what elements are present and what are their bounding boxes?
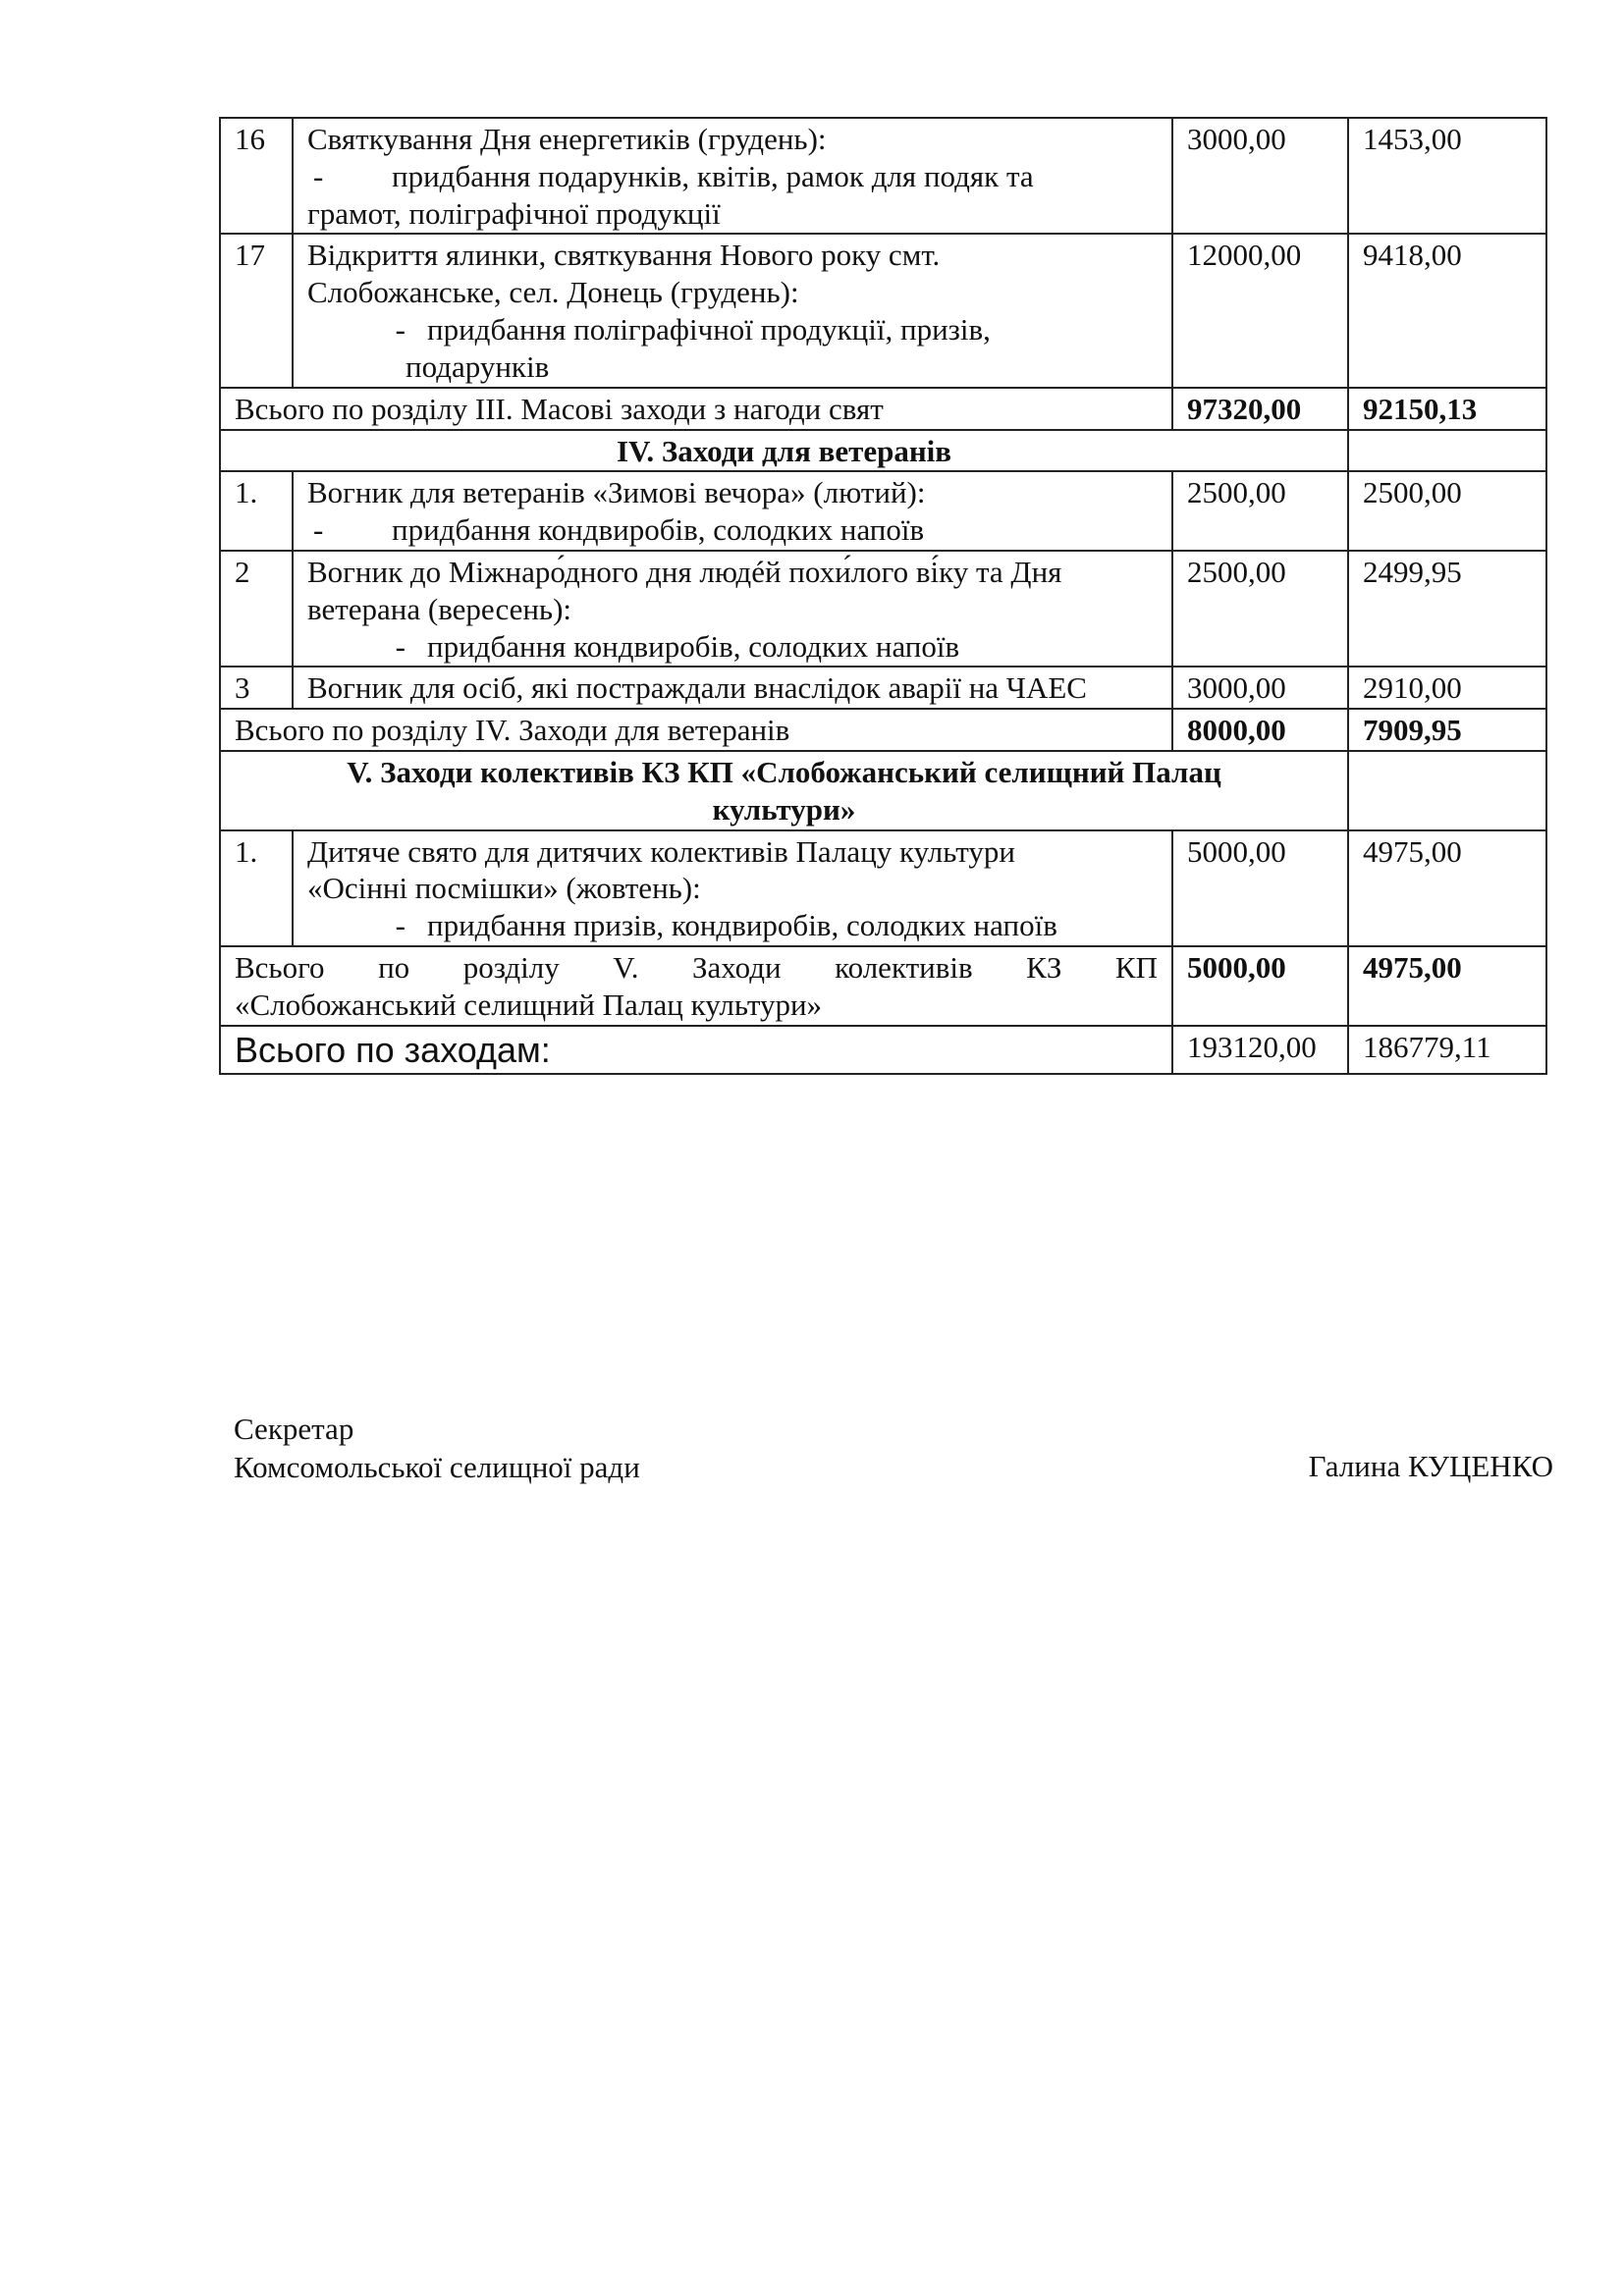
row-title: Святкування Дня енергетиків (грудень):: [307, 122, 827, 156]
actual-amount: 2910,00: [1348, 667, 1546, 709]
section-total-label-line2: «Слобожанський селищний Палац культури»: [235, 987, 823, 1022]
table-row: [220, 667, 1546, 709]
section-total-row: [220, 946, 1546, 1026]
row-title: Вогник для ветеранів «Зимові вечора» (лютий):: [307, 475, 926, 510]
grand-total-label: Всього по заходам:: [220, 1026, 1172, 1074]
grand-total-planned: 193120,00: [1172, 1026, 1348, 1074]
section-total-label-line1: Всього по розділу V. Заходи колективів КЗ КП: [235, 950, 1158, 986]
row-number: 1.: [220, 830, 293, 946]
row-number: 17: [220, 234, 293, 387]
table-row: [220, 234, 1546, 387]
planned-amount: 12000,00: [1172, 234, 1348, 387]
signature-name: Галина КУЦЕНКО: [1308, 1449, 1553, 1483]
signature-position: Секретар: [234, 1412, 354, 1446]
row-title-continued: «Осінні посмішки» (жовтень):: [307, 871, 701, 906]
section-total-planned: 97320,00: [1172, 388, 1348, 430]
section-total-row: [220, 388, 1546, 430]
section-header-row: [220, 430, 1546, 472]
section-total-actual: 7909,95: [1348, 709, 1546, 751]
list-dash: -: [313, 512, 324, 548]
signature-block: [234, 1411, 640, 1487]
row-title: Дитяче свято для дитячих колективів Палацу культури: [307, 833, 1015, 869]
row-number: 16: [220, 118, 293, 234]
planned-amount: 3000,00: [1172, 667, 1348, 709]
expenses-table: [219, 117, 1547, 1075]
actual-amount: 4975,00: [1348, 830, 1546, 946]
row-item-continued: подарунків: [406, 348, 550, 384]
section-title-line2: культури»: [712, 791, 856, 827]
row-description: [293, 471, 1172, 551]
row-title: Відкриття ялинки, святкування Нового року смт.: [307, 238, 941, 273]
row-title-continued: Слобожанське, сел. Донець (грудень):: [307, 275, 799, 310]
planned-amount: 2500,00: [1172, 551, 1348, 667]
row-item-continued: грамот, поліграфічної продукції: [307, 195, 721, 231]
table-row: [220, 471, 1546, 551]
list-dash: -: [313, 158, 324, 193]
planned-amount: 2500,00: [1172, 471, 1348, 551]
row-description: [293, 234, 1172, 387]
section-header-row: [220, 751, 1546, 830]
actual-amount: 2500,00: [1348, 471, 1546, 551]
section-total-label: [220, 946, 1172, 1026]
list-dash: -: [395, 628, 406, 664]
row-item: придбання подарунків, квітів, рамок для подяк та: [392, 158, 1034, 193]
section-total-row: [220, 709, 1546, 751]
row-item: придбання кондвиробів, солодких напоїв: [392, 512, 925, 548]
section-title-line1: V. Заходи колективів КЗ КП «Слобожанський селищний Палац: [347, 755, 1221, 789]
list-dash: -: [395, 312, 406, 347]
row-number: 2: [220, 551, 293, 667]
row-item: придбання призів, кондвиробів, солодких напоїв: [427, 908, 1057, 943]
row-description: [293, 830, 1172, 946]
table-row: [220, 830, 1546, 946]
planned-amount: 5000,00: [1172, 830, 1348, 946]
table-row: [220, 118, 1546, 234]
table-row: [220, 551, 1546, 667]
section-total-label: Всього по розділу IV. Заходи для ветеранів: [220, 709, 1172, 751]
row-number: 3: [220, 667, 293, 709]
section-total-actual: 92150,13: [1348, 388, 1546, 430]
row-item: придбання кондвиробів, солодких напоїв: [427, 628, 960, 664]
actual-amount: 1453,00: [1348, 118, 1546, 234]
row-item: придбання поліграфічної продукції, призів,: [427, 312, 991, 347]
section-total-actual: 4975,00: [1348, 946, 1546, 1026]
section-total-label: Всього по розділу ІІІ. Масові заходи з нагоди свят: [220, 388, 1172, 430]
row-title: Вогник для осіб, які постраждали внаслідок аварії на ЧАЕС: [293, 667, 1172, 709]
row-title: Вогник до Міжнаро́дного дня людéй похи́лого ві́ку та Дня: [307, 554, 1062, 589]
section-total-planned: 5000,00: [1172, 946, 1348, 1026]
section-total-planned: 8000,00: [1172, 709, 1348, 751]
row-title-continued: ветерана (вересень):: [307, 591, 572, 626]
grand-total-row: [220, 1026, 1546, 1074]
actual-amount: 2499,95: [1348, 551, 1546, 667]
actual-amount: 9418,00: [1348, 234, 1546, 387]
planned-amount: 3000,00: [1172, 118, 1348, 234]
grand-total-actual: 186779,11: [1348, 1026, 1546, 1074]
signature-organization: Комсомольської селищної ради: [234, 1449, 640, 1484]
row-description: [293, 551, 1172, 667]
section-title: [220, 751, 1348, 830]
section-title: IV. Заходи для ветеранів: [220, 430, 1348, 472]
list-dash: -: [395, 908, 406, 943]
row-number: 1.: [220, 471, 293, 551]
row-description: [293, 118, 1172, 234]
